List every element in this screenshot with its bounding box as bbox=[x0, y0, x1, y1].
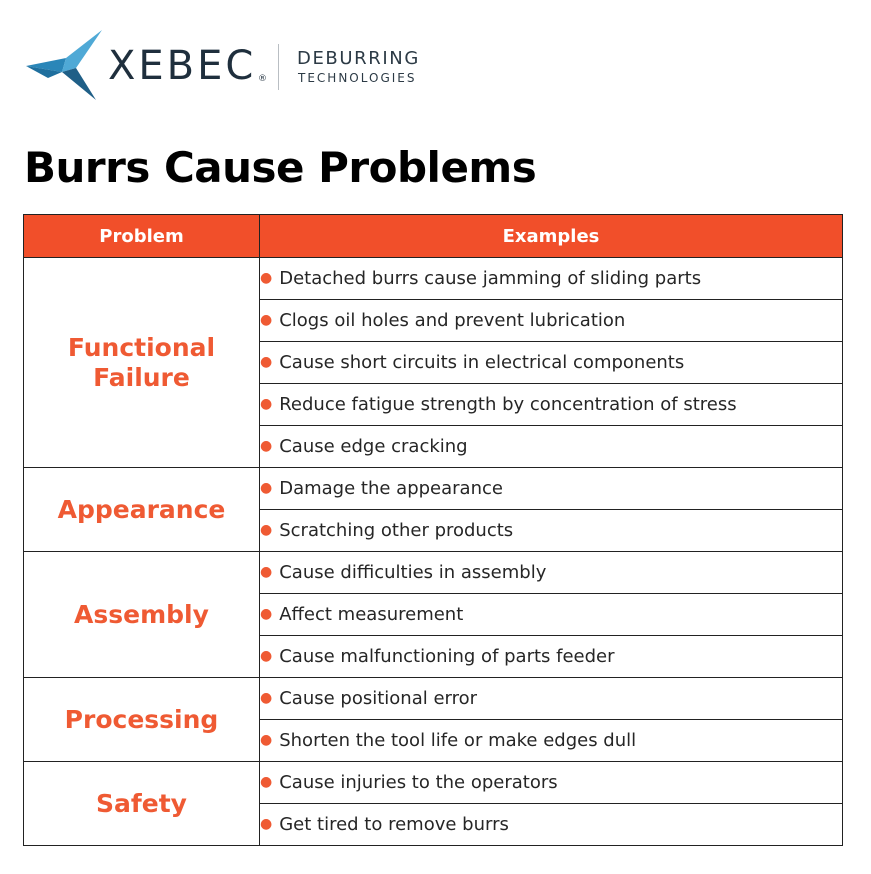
problem-cell bbox=[24, 468, 260, 552]
brand-tagline-line1: DEBURRING bbox=[297, 48, 420, 69]
example-cell bbox=[260, 762, 843, 804]
example-text: Cause edge cracking bbox=[279, 436, 468, 457]
bullet-dot-icon: ● bbox=[260, 732, 273, 748]
registered-mark: ® bbox=[258, 74, 267, 84]
example-cell bbox=[260, 678, 843, 720]
example-text: Clogs oil holes and prevent lubrication bbox=[279, 310, 626, 331]
bullet-dot-icon: ● bbox=[260, 606, 273, 622]
example-text: Shorten the tool life or make edges dull bbox=[279, 730, 637, 751]
example-text: Cause short circuits in electrical components bbox=[279, 352, 685, 373]
example-cell bbox=[260, 720, 843, 762]
xebec-arrow-logo-icon bbox=[26, 30, 104, 100]
bullet-dot-icon: ● bbox=[260, 522, 273, 538]
bullet-dot-icon: ● bbox=[260, 690, 273, 706]
problem-label: Appearance bbox=[57, 494, 226, 524]
example-cell bbox=[260, 510, 843, 552]
example-cell bbox=[260, 468, 843, 510]
table-body bbox=[24, 258, 843, 846]
example-text: Get tired to remove burrs bbox=[279, 814, 509, 835]
brand-tagline-line2: TECHNOLOGIES bbox=[298, 71, 417, 85]
problem-cell bbox=[24, 678, 260, 762]
example-cell bbox=[260, 384, 843, 426]
bullet-dot-icon: ● bbox=[260, 774, 273, 790]
table-header-row bbox=[24, 215, 843, 258]
page-title: Burrs Cause Problems bbox=[24, 143, 537, 192]
example-cell bbox=[260, 552, 843, 594]
example-text: Cause injuries to the operators bbox=[279, 772, 558, 793]
example-text: Affect measurement bbox=[279, 604, 464, 625]
bullet-dot-icon: ● bbox=[260, 312, 273, 328]
bullet-dot-icon: ● bbox=[260, 270, 273, 286]
brand-divider bbox=[278, 44, 279, 90]
bullet-dot-icon: ● bbox=[260, 438, 273, 454]
problem-cell bbox=[24, 552, 260, 678]
table-row bbox=[24, 762, 843, 804]
brand-header bbox=[26, 30, 846, 100]
example-cell bbox=[260, 636, 843, 678]
bullet-dot-icon: ● bbox=[260, 480, 273, 496]
example-text: Damage the appearance bbox=[279, 478, 503, 499]
example-text: Cause difficulties in assembly bbox=[279, 562, 547, 583]
example-text: Scratching other products bbox=[279, 520, 514, 541]
problem-cell bbox=[24, 258, 260, 468]
example-text: Reduce fatigue strength by concentration of stress bbox=[279, 394, 737, 415]
column-header-problem: Problem bbox=[24, 215, 260, 258]
bullet-dot-icon: ● bbox=[260, 396, 273, 412]
brand-name: XEBEC bbox=[108, 43, 257, 89]
example-cell bbox=[260, 594, 843, 636]
burrs-problems-table bbox=[23, 214, 843, 846]
example-cell bbox=[260, 300, 843, 342]
bullet-dot-icon: ● bbox=[260, 816, 273, 832]
problem-label: Functional Failure bbox=[67, 332, 216, 392]
table-row bbox=[24, 552, 843, 594]
bullet-dot-icon: ● bbox=[260, 354, 273, 370]
problem-label: Assembly bbox=[74, 599, 209, 629]
bullet-dot-icon: ● bbox=[260, 564, 273, 580]
example-text: Detached burrs cause jamming of sliding parts bbox=[279, 268, 702, 289]
problem-label: Processing bbox=[64, 704, 219, 734]
example-cell bbox=[260, 804, 843, 846]
table-row bbox=[24, 678, 843, 720]
example-text: Cause malfunctioning of parts feeder bbox=[279, 646, 615, 667]
problem-label: Safety bbox=[96, 788, 187, 818]
problem-cell bbox=[24, 762, 260, 846]
column-header-examples: Examples bbox=[260, 215, 843, 258]
table-row bbox=[24, 468, 843, 510]
table-row bbox=[24, 258, 843, 300]
example-cell bbox=[260, 426, 843, 468]
example-text: Cause positional error bbox=[279, 688, 478, 709]
example-cell bbox=[260, 258, 843, 300]
example-cell bbox=[260, 342, 843, 384]
bullet-dot-icon: ● bbox=[260, 648, 273, 664]
